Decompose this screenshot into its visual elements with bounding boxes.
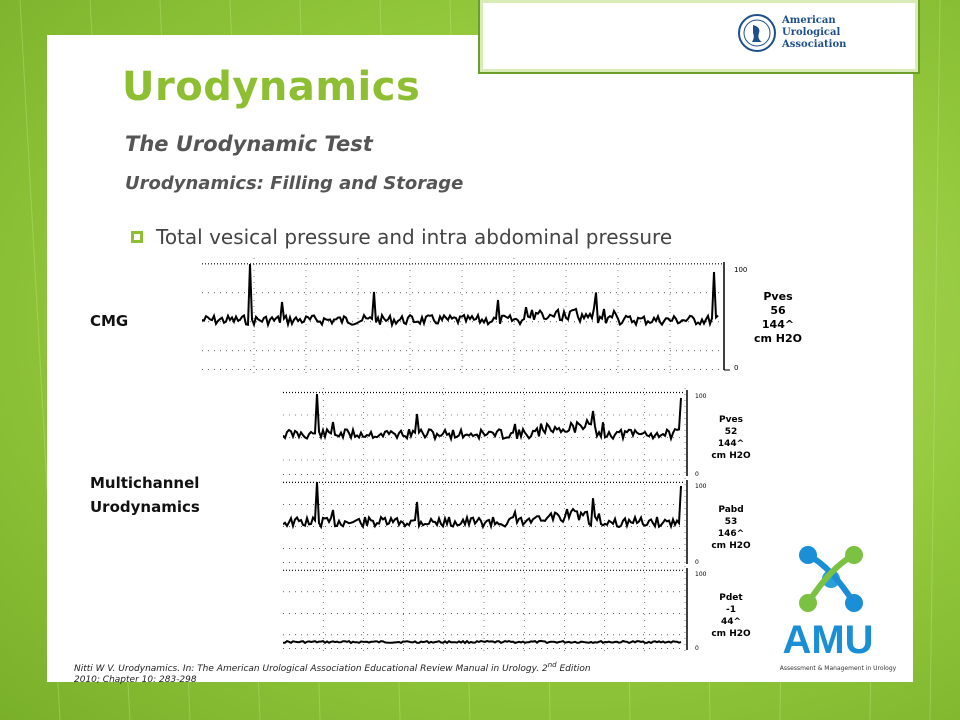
pabd-channel-unit: cm H2O: [711, 541, 751, 551]
pdet-scale-bottom: 0: [695, 645, 699, 652]
subtitle-filling-storage: Urodynamics: Filling and Storage: [125, 173, 464, 194]
aua-name-line-3: Association: [782, 39, 847, 50]
citation-sup: nd: [547, 661, 557, 669]
cmg-channel-value: 56: [770, 304, 786, 317]
cmg-channel-range: 144^: [761, 318, 795, 331]
cmg-scale-top: 100: [734, 266, 748, 274]
bullet-item: [130, 225, 672, 249]
citation-line-1-end: Edition: [556, 664, 591, 674]
aua-name-line-1: American: [782, 15, 836, 26]
pabd-scale-top: 100: [695, 483, 707, 490]
pves-trace-chart: [283, 388, 760, 478]
pabd-scale-bottom: 0: [695, 559, 699, 566]
amu-wordmark: AMU: [782, 618, 874, 662]
citation-line-1: Nitti W V. Urodynamics. In: The American Urological Association Educational Review Manual in Urology. 2: [74, 664, 548, 674]
pves-scale-bottom: 0: [695, 471, 699, 478]
pabd-channel-name: Pabd: [718, 505, 744, 515]
pves-channel-range: 144^: [717, 439, 745, 449]
cmg-label: CMG: [90, 312, 129, 330]
multichannel-label-1: Multichannel: [90, 474, 200, 492]
pdet-scale-top: 100: [695, 571, 707, 578]
pdet-channel-name: Pdet: [719, 593, 743, 603]
cmg-channel-unit: cm H2O: [753, 332, 803, 345]
pves-scale-top: 100: [695, 393, 707, 400]
bullet-text: Total vesical pressure and intra abdominal pressure: [156, 225, 673, 249]
logo-banner: [478, 0, 920, 74]
pabd-channel-value: 53: [724, 517, 738, 527]
bullet-icon: [130, 230, 144, 244]
cmg-trace-chart: [202, 258, 814, 374]
amu-logo: [768, 545, 908, 680]
amu-molecule-icon: [799, 546, 863, 612]
cmg-channel-name: Pves: [763, 290, 793, 303]
pves-channel-unit: cm H2O: [711, 451, 751, 461]
pabd-channel-range: 146^: [717, 529, 745, 539]
slide-title: Urodynamics: [122, 64, 421, 110]
aua-name-line-2: Urological: [782, 27, 841, 38]
pves-channel-name: Pves: [719, 415, 743, 425]
citation: [74, 660, 754, 686]
multichannel-label-2: Urodynamics: [90, 498, 200, 516]
citation-line-2: 2010; Chapter 10: 283-298: [74, 675, 197, 685]
pdet-trace-chart: [283, 566, 760, 652]
pabd-trace-chart: [283, 478, 760, 566]
subtitle-urodynamic-test: The Urodynamic Test: [125, 132, 373, 156]
pdet-channel-range: 44^: [720, 617, 742, 627]
aua-seal-icon: [737, 13, 777, 53]
aua-logo: [737, 8, 847, 58]
pdet-channel-unit: cm H2O: [711, 629, 751, 639]
pves-channel-value: 52: [724, 427, 738, 437]
pdet-channel-value: -1: [726, 605, 736, 615]
amu-tagline: Assessment & Management in Urology: [779, 665, 897, 672]
cmg-scale-bottom: 0: [734, 364, 739, 372]
